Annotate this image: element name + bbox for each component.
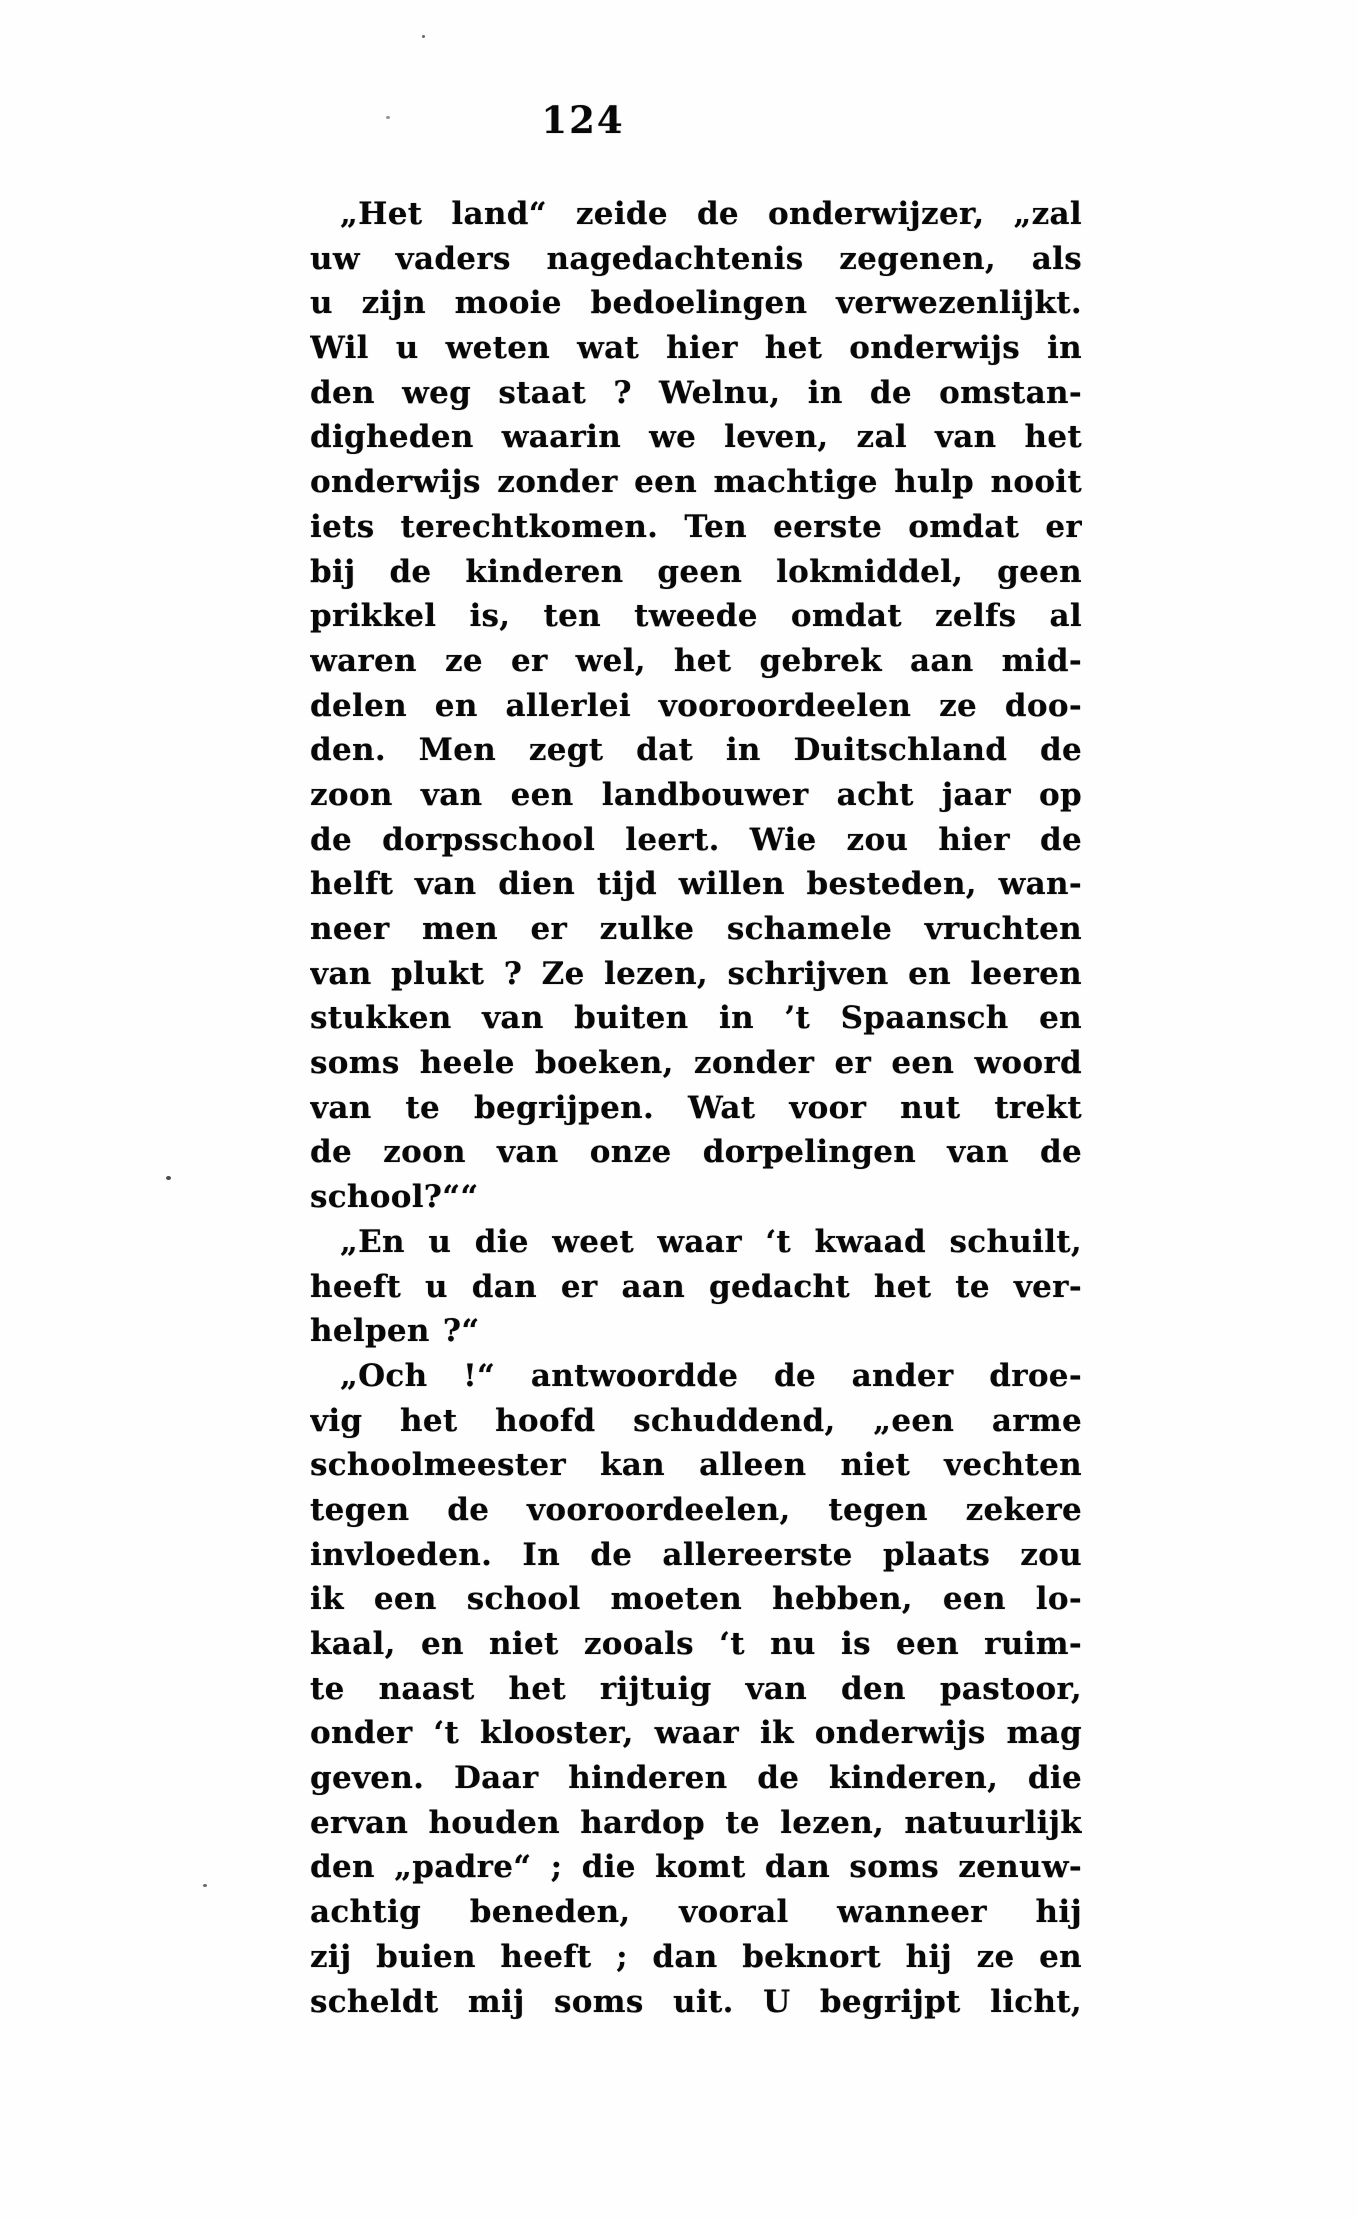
text-line: scheldt mij soms uit. U begrijpt licht, xyxy=(310,1983,1082,2020)
text-line: zoon van een landbouwer acht jaar op xyxy=(310,776,1082,813)
text-line: van te begrijpen. Wat voor nut trekt xyxy=(310,1089,1082,1126)
text-line: den „padre“ ; die komt dan soms zenuw- xyxy=(310,1849,1082,1886)
text-line: ik een school moeten hebben, een lo- xyxy=(310,1581,1082,1618)
text-line: onderwijs zonder een machtige hulp nooit xyxy=(310,464,1082,501)
text-line: prikkel is, ten tweede omdat zelfs al xyxy=(310,598,1082,635)
text-line: heeft u dan er aan gedacht het te ver- xyxy=(310,1268,1082,1305)
text-line: invloeden. In de allereerste plaats zou xyxy=(310,1536,1082,1573)
text-line: tegen de vooroordeelen, tegen zekere xyxy=(310,1491,1082,1528)
text-line: Wil u weten wat hier het onderwijs in xyxy=(310,330,1082,367)
text-line: van plukt ? Ze lezen, schrijven en leeren xyxy=(310,955,1082,992)
text-line: school?““ xyxy=(310,1179,479,1216)
scan-speck xyxy=(166,1176,171,1180)
text-line: onder ‘t klooster, waar ik onderwijs mag xyxy=(310,1715,1082,1752)
text-line: te naast het rijtuig van den pastoor, xyxy=(310,1670,1082,1707)
scan-speck xyxy=(422,35,425,38)
text-line: iets terechtkomen. Ten eerste omdat er xyxy=(310,508,1082,545)
text-line: u zijn mooie bedoelingen verwezenlijkt. xyxy=(310,285,1082,322)
text-line: kaal, en niet zooals ‘t nu is een ruim- xyxy=(310,1626,1082,1662)
text-line: waren ze er wel, het gebrek aan mid- xyxy=(310,642,1082,679)
text-line: schoolmeester kan alleen niet vechten xyxy=(310,1447,1082,1484)
text-line: soms heele boeken, zonder er een woord xyxy=(310,1045,1082,1082)
text-line: de dorpsschool leert. Wie zou hier de xyxy=(310,821,1082,858)
text-line: zij buien heeft ; dan beknort hij ze en xyxy=(310,1938,1082,1975)
text-line: digheden waarin we leven, zal van het xyxy=(310,419,1082,456)
text-line: vig het hoofd schuddend, „een arme xyxy=(310,1402,1082,1439)
scan-speck xyxy=(203,1884,207,1887)
text-line: „Och !“ antwoordde de ander droe- xyxy=(340,1357,1082,1394)
text-line: ervan houden hardop te lezen, natuurlijk xyxy=(310,1804,1082,1841)
page-text xyxy=(310,192,1082,2024)
text-line: den. Men zegt dat in Duitschland de xyxy=(310,732,1082,769)
text-line: den weg staat ? Welnu, in de omstan- xyxy=(310,374,1082,411)
text-line: bij de kinderen geen lokmiddel, geen xyxy=(310,553,1082,590)
text-line: stukken van buiten in ’t Spaansch en xyxy=(310,1000,1082,1037)
text-line: achtig beneden, vooral wanneer hij xyxy=(310,1894,1082,1931)
text-line: neer men er zulke schamele vruchten xyxy=(310,911,1082,947)
page-number: 124 xyxy=(541,98,625,142)
text-line: helft van dien tijd willen besteden, wan- xyxy=(310,866,1082,903)
text-line: uw vaders nagedachtenis zegenen, als xyxy=(310,240,1082,277)
text-line: helpen ?“ xyxy=(310,1313,480,1350)
text-line: „En u die weet waar ‘t kwaad schuilt, xyxy=(340,1223,1082,1260)
scan-speck xyxy=(386,116,390,119)
text-line: „Het land“ zeide de onderwijzer, „zal xyxy=(340,196,1082,232)
text-line: de zoon van onze dorpelingen van de xyxy=(310,1134,1082,1171)
text-line: geven. Daar hinderen de kinderen, die xyxy=(310,1760,1082,1797)
text-line: delen en allerlei vooroordeelen ze doo- xyxy=(310,687,1082,724)
